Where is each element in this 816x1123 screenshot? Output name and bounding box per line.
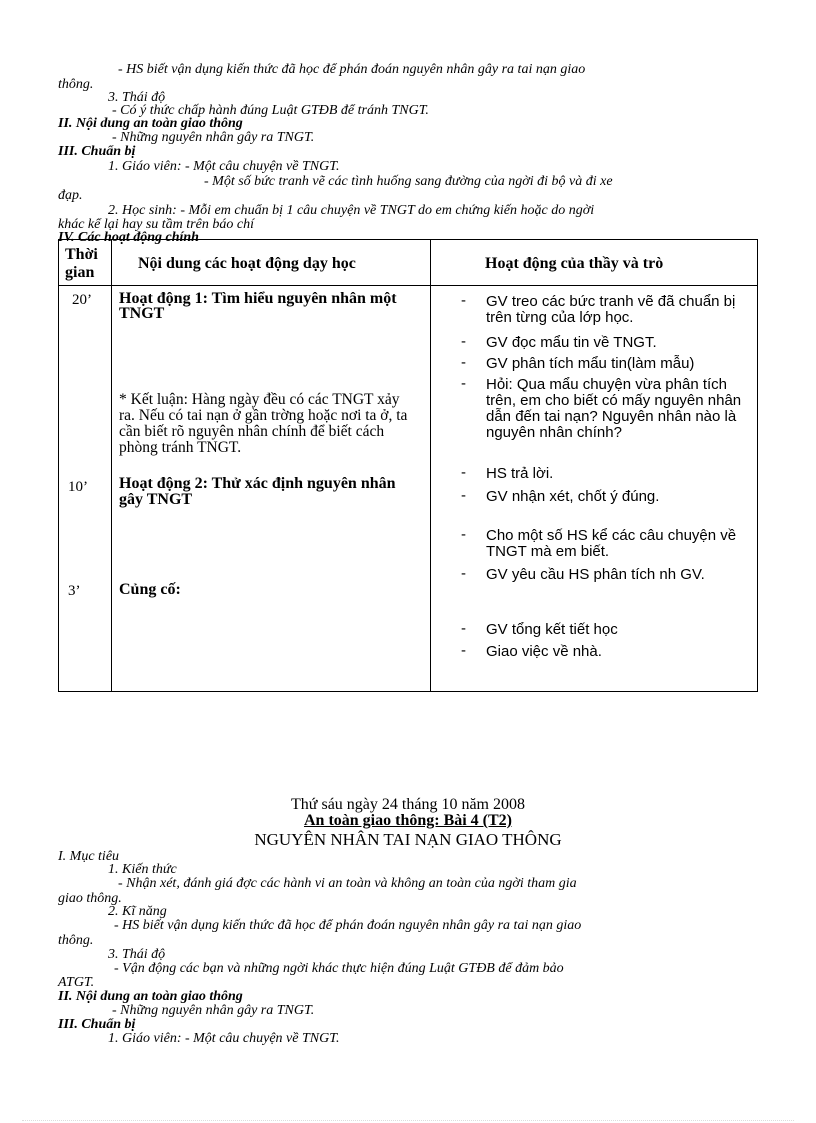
teacher-line3: đạp. (58, 188, 83, 203)
section2-text: - Những nguyên nhân gây ra TNGT. (112, 130, 315, 145)
knowledge-heading: 1. Kiến thức (108, 862, 177, 877)
activity-item: Hỏi: Qua mẩu chuyện vừa phân tích trên, em cho biết có mấy nguyên nhân dẫn đến tai nạn? Nguyên nhân nào là nguyên nhân chính? (486, 376, 742, 441)
skill-heading: 2. Kĩ năng (108, 904, 167, 919)
act1-title: Hoạt động 1: Tìm hiểu nguyên nhân một TNGT (119, 290, 397, 322)
activity-item: GV phân tích mẩu tin(làm mẫu) (486, 355, 695, 372)
section2-heading: II. Nội dung an toàn giao thông (58, 116, 243, 131)
activity-column: - GV treo các bức tranh vẽ đã chuẩn bị trên từng của lớp học. - GV đọc mẩu tin về TNGT. - GV phân tích mẩu tin(làm mẫu) - Hỏi: Qua mẩu chuyện vừa phân tích trên, em cho biết có mấy nguyên nhân dẫn đến tai nạn? Nguyên nhân nào là nguyên nhân chính? - HS trả lời. - GV nhận xét, chốt ý đúng. - Cho một số HS kể các câu chuyện về TNGT mà em biết. - GV yêu cầu HS phân tích nh GV. - GV tổng kết tiết học - Giao việc về nhà. (431, 286, 758, 692)
attitude2-line1: - Vận động các bạn và những ngời khác thực hiện đúng Luật GTĐB để đảm bảo (114, 961, 564, 976)
content-column (112, 286, 431, 692)
teacher-line1: 1. Giáo viên: - Một câu chuyện về TNGT. (108, 159, 340, 174)
section3-heading: III. Chuẩn bị (58, 144, 136, 159)
act2-title: Hoạt động 2: Thử xác định nguyên nhân gây TNGT (119, 475, 396, 508)
attitude2-heading: 3. Thái độ (108, 947, 166, 962)
teacher-line2: - Một số bức tranh vẽ các tình huống sang đường của ngời đi bộ và đi xe (204, 174, 613, 189)
header-time: Thời gian (59, 240, 112, 286)
attitude-heading: 3. Thái độ (108, 90, 166, 105)
activity-item: GV treo các bức tranh vẽ đã chuẩn bị trên từng của lớp học. (486, 293, 736, 326)
header-content: Nội dung các hoạt động dạy học (112, 240, 431, 286)
activity-item: GV tổng kết tiết học (486, 621, 618, 638)
page-bottom-rule (22, 1120, 794, 1121)
section2b-heading: II. Nội dung an toàn giao thông (58, 989, 243, 1004)
section3b-heading: III. Chuẩn bị (58, 1017, 136, 1032)
time-column (59, 286, 112, 692)
knowledge-line2: giao thông. (58, 891, 122, 906)
section4-heading: IV. Các hoạt động chính (58, 230, 199, 245)
teacher2-line1: 1. Giáo viên: - Một câu chuyện về TNGT. (108, 1031, 340, 1046)
activity-item: HS trả lời. (486, 465, 554, 482)
conclusion-text: * Kết luận: Hàng ngày đều có các TNGT xảy ra. Nếu có tai nạn ở gần trờng hoặc nơi ta ở, ta cần biết rõ nguyên nhân chính để biết cách phòng tránh TNGT. (119, 391, 408, 456)
activity-item: Giao việc về nhà. (486, 643, 602, 660)
lesson-subtitle: An toàn giao thông: Bài 4 (T2) (303, 812, 513, 829)
attitude2-line2: ATGT. (58, 975, 95, 990)
section2b-text: - Những nguyên nhân gây ra TNGT. (112, 1003, 315, 1018)
time-act2: 10’ (68, 479, 88, 495)
header-activity: Hoạt động của thầy và trò (431, 240, 758, 286)
time-consolidate: 3’ (68, 583, 81, 599)
skill-text-line2: thông. (58, 77, 94, 92)
activity-item: GV đọc mẩu tin về TNGT. (486, 334, 657, 351)
activity-item: Cho một số HS kể các câu chuyện về TNGT mà em biết. (486, 527, 737, 560)
skill-text-line1: - HS biết vận dụng kiến thức đã học để phán đoán nguyên nhân gây ra tai nạn giao (118, 62, 586, 77)
time-act1: 20’ (72, 292, 92, 308)
attitude-text: - Có ý thức chấp hành đúng Luật GTĐB để tránh TNGT. (112, 103, 429, 118)
skill-line2: thông. (58, 933, 94, 948)
lesson-title: NGUYÊN NHÂN TAI NẠN GIAO THÔNG (254, 830, 562, 849)
activity-item: GV nhận xét, chốt ý đúng. (486, 488, 660, 505)
activity-table (58, 239, 758, 692)
knowledge-line1: - Nhận xét, đánh giá đợc các hành vi an toàn và không an toàn của ngời tham gia (118, 876, 577, 891)
activity-item: GV yêu cầu HS phân tích nh GV. (486, 566, 705, 583)
student-line2: khác kể lại hay su tầm trên báo chí (58, 217, 254, 232)
consolidate-label: Củng cố: (119, 581, 181, 598)
skill-line1: - HS biết vận dụng kiến thức đã học để phán đoán nguyên nhân gây ra tai nạn giao (114, 918, 582, 933)
goal-heading: I. Mục tiêu (58, 849, 120, 864)
student-line1: 2. Học sinh: - Mỗi em chuẩn bị 1 câu chuyện về TNGT do em chứng kiến hoặc do ngời (108, 203, 595, 218)
lesson-date: Thứ sáu ngày 24 tháng 10 năm 2008 (291, 796, 525, 813)
